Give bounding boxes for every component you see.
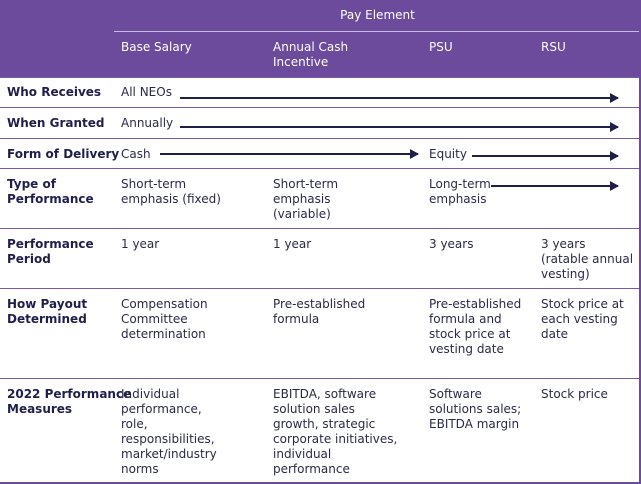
cell-measures-psu: Software solutions sales; EBITDA margin (429, 387, 522, 431)
arrow-right-icon (160, 153, 418, 155)
cell-measures-base-salary: Individual performance, role, responsibilities, market/industry norms (121, 387, 217, 476)
cell-performance-period-psu: 3 years (429, 237, 474, 251)
cell-how-payout-psu: Pre-established formula and stock price at vesting date (429, 297, 522, 356)
cell-type-of-performance-psu: Long-term emphasis (429, 177, 491, 206)
column-header-psu: PSU (429, 40, 453, 54)
cell-when-granted-base-salary: Annually (121, 116, 174, 130)
column-header-rsu: RSU (541, 40, 566, 54)
row-divider (0, 288, 641, 289)
arrow-right-icon (180, 126, 618, 128)
cell-form-of-delivery-base-salary: Cash (121, 147, 151, 161)
row-label-form-of-delivery: Form of Delivery (7, 147, 120, 161)
cell-measures-rsu: Stock price (541, 387, 608, 401)
row-divider (0, 138, 641, 139)
cell-type-of-performance-base-salary: Short-term emphasis (fixed) (121, 177, 221, 206)
row-divider (0, 107, 641, 108)
cell-performance-period-annual-cash: 1 year (273, 237, 312, 251)
column-header-annual-cash-incentive: Annual Cash Incentive (273, 40, 349, 69)
row-label-performance-period: Performance Period (7, 237, 94, 266)
cell-type-of-performance-annual-cash: Short-term emphasis (variable) (273, 177, 339, 221)
arrow-right-icon (491, 185, 618, 187)
row-divider (0, 228, 641, 229)
row-divider (0, 378, 641, 379)
cell-form-of-delivery-psu: Equity (429, 147, 467, 161)
column-header-base-salary: Base Salary (121, 40, 192, 54)
cell-how-payout-rsu: Stock price at each vesting date (541, 297, 624, 341)
arrow-right-icon (180, 97, 618, 99)
cell-measures-annual-cash: EBITDA, software solution sales growth, strategic corporate initiatives, individual performance (273, 387, 398, 476)
row-divider (0, 77, 641, 78)
row-label-type-of-performance: Type of Performance (7, 177, 94, 206)
group-header-pay-element: Pay Element (340, 8, 415, 22)
cell-performance-period-base-salary: 1 year (121, 237, 160, 251)
cell-who-receives-base-salary: All NEOs (121, 85, 172, 99)
cell-performance-period-rsu: 3 years (ratable annual vesting) (541, 237, 634, 281)
arrow-right-icon (472, 155, 618, 157)
row-label-2022-performance-measures: 2022 Performance Measures (7, 387, 132, 416)
row-label-who-receives: Who Receives (7, 85, 102, 99)
cell-how-payout-base-salary: Compensation Committee determination (121, 297, 208, 341)
cell-how-payout-annual-cash: Pre-established formula (273, 297, 366, 326)
row-label-when-granted: When Granted (7, 116, 105, 130)
row-label-how-payout-determined: How Payout Determined (7, 297, 88, 326)
row-divider (0, 168, 641, 169)
header-divider (114, 31, 641, 32)
table-header (0, 0, 641, 77)
